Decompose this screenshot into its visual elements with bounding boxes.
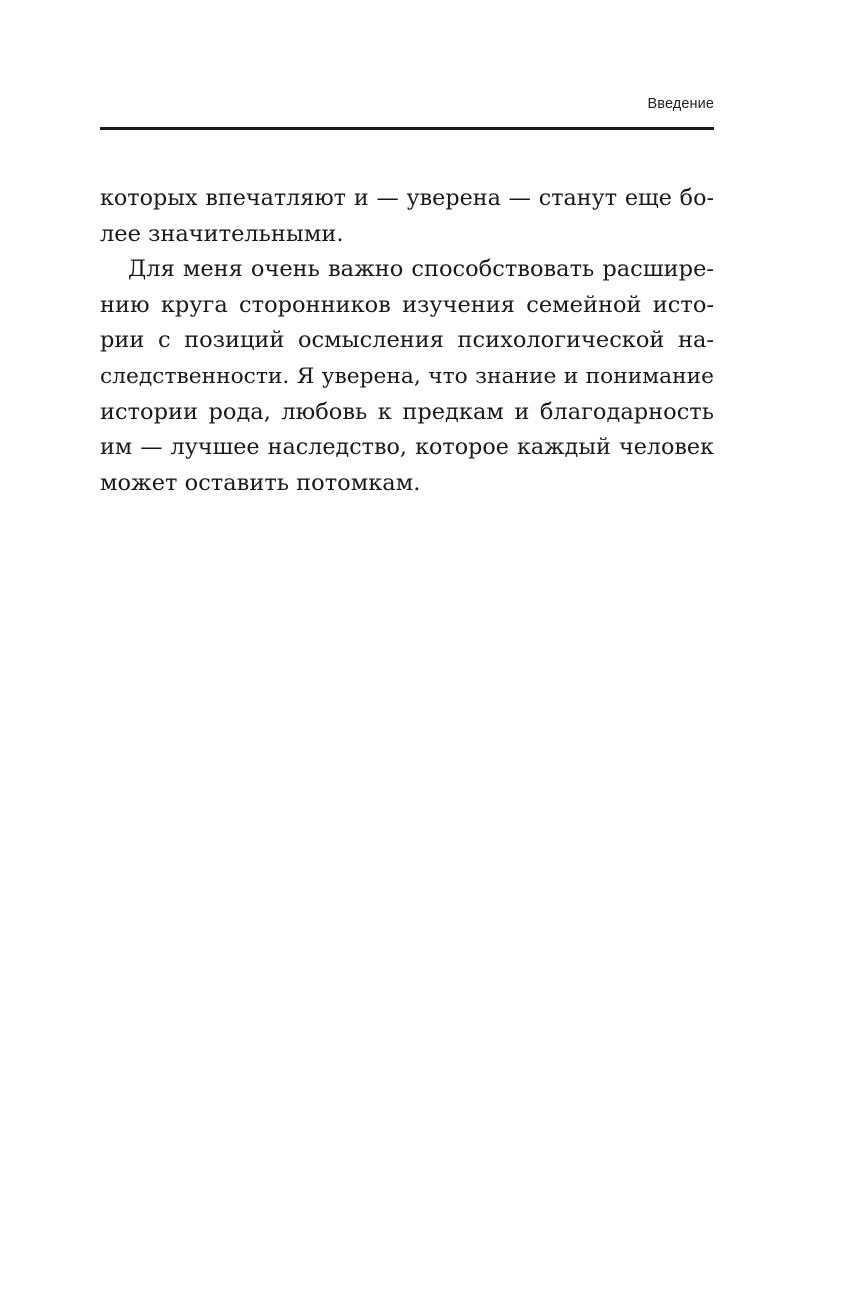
running-head: Введение xyxy=(647,96,714,112)
text-line: лее значительными. xyxy=(100,220,344,247)
text-line: рии с позиций осмысления психологической на- xyxy=(100,327,714,354)
text-line: Для меня очень важно способствовать расшире- xyxy=(128,256,714,283)
text-line: которых впечатляют и — уверена — станут еще бо- xyxy=(100,185,714,211)
text-line: истории рода, любовь к предкам и благодарность xyxy=(100,398,714,425)
header-rule xyxy=(100,127,714,130)
text-line: следственности. Я уверена, что знание и понимание xyxy=(100,363,714,389)
paragraph xyxy=(100,252,714,501)
text-line: нию круга сторонников изучения семейной исто- xyxy=(100,291,714,318)
text-line: может оставить потомкам. xyxy=(100,469,421,496)
paragraph xyxy=(100,181,714,252)
body-text xyxy=(100,181,714,501)
text-line: им — лучшее наследство, которое каждый человек xyxy=(100,434,714,461)
